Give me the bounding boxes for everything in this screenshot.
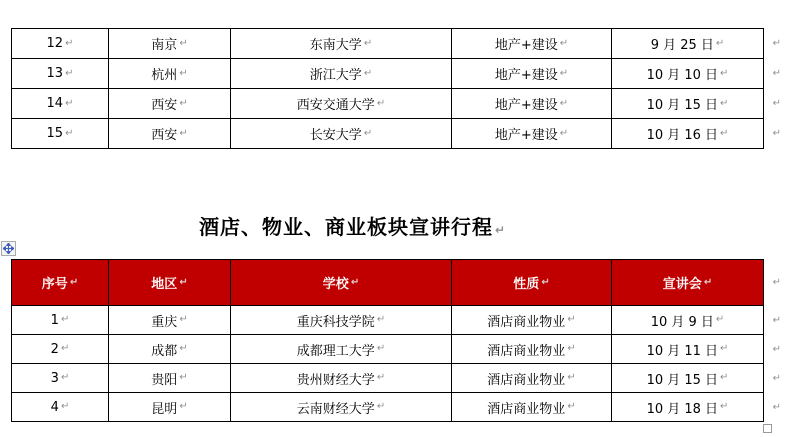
cell-date[interactable] xyxy=(612,393,764,422)
header-cell-nature[interactable] xyxy=(452,260,612,306)
cell-text: 长安大学 xyxy=(309,128,362,143)
cell-text: 4 xyxy=(50,399,59,415)
cell-text: 1 xyxy=(50,312,59,328)
cell-text: 3 xyxy=(50,370,59,386)
cell-text: 10 月 10 日 xyxy=(646,68,719,83)
cell-school[interactable] xyxy=(231,29,452,59)
cell-text: 西安交通大学 xyxy=(296,98,375,113)
header-cell-school[interactable] xyxy=(231,260,452,306)
cell-date[interactable] xyxy=(612,29,764,59)
cell-text: 10 月 16 日 xyxy=(646,128,719,143)
cell-text: 云南财经大学 xyxy=(296,401,375,417)
end-of-cell-mark: ↵ xyxy=(720,343,729,354)
cell-text: 10 月 9 日 xyxy=(650,314,714,330)
end-of-row-mark: ↵ xyxy=(772,68,781,79)
cell-school[interactable] xyxy=(231,393,452,422)
table-row xyxy=(12,119,781,149)
table-header-row xyxy=(12,260,781,306)
cell-text: 地产+建设 xyxy=(494,98,558,113)
end-of-cell-mark: ↵ xyxy=(567,314,576,325)
cell-school[interactable] xyxy=(231,59,452,89)
cell-text: 杭州 xyxy=(151,68,178,83)
cell-city[interactable] xyxy=(109,306,231,335)
header-cell-region[interactable] xyxy=(109,260,231,306)
end-of-cell-mark: ↵ xyxy=(559,97,569,109)
cell-text: 9 月 25 日 xyxy=(650,38,714,53)
end-of-cell-mark: ↵ xyxy=(720,372,729,383)
cell-school[interactable] xyxy=(231,306,452,335)
end-of-cell-mark: ↵ xyxy=(363,127,373,139)
end-of-cell-mark: ↵ xyxy=(350,276,360,288)
table-move-handle[interactable] xyxy=(1,241,16,256)
cell-date[interactable] xyxy=(612,119,764,149)
cell-text: 10 月 11 日 xyxy=(646,343,719,359)
end-of-row-mark: ↵ xyxy=(772,128,781,139)
end-of-cell-mark: ↵ xyxy=(65,127,74,139)
cell-category[interactable] xyxy=(452,393,612,422)
cell-city[interactable] xyxy=(109,393,231,422)
table-row xyxy=(12,59,781,89)
cell-text: 酒店商业物业 xyxy=(487,314,566,330)
end-of-cell-mark: ↵ xyxy=(376,401,386,412)
cell-no[interactable] xyxy=(12,89,109,119)
header-text: 性质 xyxy=(513,277,540,292)
cell-date[interactable] xyxy=(612,306,764,335)
cell-text: 重庆科技学院 xyxy=(296,314,375,330)
cell-text: 10 月 18 日 xyxy=(646,401,719,417)
cell-text: 10 月 15 日 xyxy=(646,372,719,388)
end-of-cell-mark: ↵ xyxy=(363,67,373,79)
cell-text: 西安 xyxy=(151,128,178,143)
cell-city[interactable] xyxy=(109,29,231,59)
end-of-cell-mark: ↵ xyxy=(60,343,70,354)
end-of-row-mark: ↵ xyxy=(772,343,781,355)
cell-text: 13 xyxy=(46,66,64,81)
end-of-cell-mark: ↵ xyxy=(376,372,386,383)
cell-text: 酒店商业物业 xyxy=(487,372,566,388)
end-of-cell-mark: ↵ xyxy=(376,343,386,354)
cell-text: 昆明 xyxy=(151,401,178,417)
cell-text: 贵州财经大学 xyxy=(296,372,375,388)
end-of-cell-mark: ↵ xyxy=(720,127,729,139)
cell-text: 14 xyxy=(46,96,64,111)
cell-school[interactable] xyxy=(231,335,452,364)
schedule-table-realestate xyxy=(11,28,781,149)
cell-text: 酒店商业物业 xyxy=(487,401,566,417)
table-row xyxy=(12,89,781,119)
end-of-cell-mark: ↵ xyxy=(541,276,550,288)
cell-no[interactable] xyxy=(12,29,109,59)
cell-date[interactable] xyxy=(612,335,764,364)
header-cell-session[interactable] xyxy=(612,260,764,306)
cell-city[interactable] xyxy=(109,364,231,393)
end-of-cell-mark: ↵ xyxy=(720,401,729,412)
end-of-cell-mark: ↵ xyxy=(65,97,74,109)
section-title-text: 酒店、物业、商业板块宣讲行程 xyxy=(199,215,493,239)
header-text: 地区 xyxy=(151,277,178,292)
header-text: 宣讲会 xyxy=(662,277,702,292)
cell-city[interactable] xyxy=(109,119,231,149)
four-way-arrows-icon xyxy=(3,239,14,258)
cell-no[interactable] xyxy=(12,393,109,422)
paragraph-mark: ↵ xyxy=(495,223,506,237)
end-of-cell-mark: ↵ xyxy=(65,37,74,49)
cell-no[interactable] xyxy=(12,119,109,149)
end-of-cell-mark: ↵ xyxy=(179,127,188,139)
end-of-cell-mark: ↵ xyxy=(179,314,188,325)
table-row xyxy=(12,364,781,393)
cell-no[interactable] xyxy=(12,306,109,335)
cell-text: 2 xyxy=(50,341,59,357)
cell-text: 酒店商业物业 xyxy=(487,343,566,359)
header-text: 序号 xyxy=(41,277,68,292)
schedule-table-hotel xyxy=(11,259,781,422)
cell-text: 地产+建设 xyxy=(494,68,558,83)
end-of-cell-mark: ↵ xyxy=(720,97,729,109)
cell-text: 成都 xyxy=(151,343,178,359)
cell-category[interactable] xyxy=(452,29,612,59)
end-of-cell-mark: ↵ xyxy=(703,276,713,288)
cell-category[interactable] xyxy=(452,335,612,364)
cell-category[interactable] xyxy=(452,364,612,393)
end-of-cell-mark: ↵ xyxy=(179,37,188,49)
cell-city[interactable] xyxy=(109,335,231,364)
end-of-cell-mark: ↵ xyxy=(179,401,188,412)
table-row xyxy=(12,29,781,59)
end-of-cell-mark: ↵ xyxy=(715,314,725,325)
end-of-cell-mark: ↵ xyxy=(715,37,725,49)
table-row xyxy=(12,306,781,335)
cell-school[interactable] xyxy=(231,89,452,119)
end-of-cell-mark: ↵ xyxy=(179,276,188,288)
end-of-cell-mark: ↵ xyxy=(559,67,569,79)
cell-text: 贵阳 xyxy=(151,372,178,388)
cell-city[interactable] xyxy=(109,89,231,119)
end-of-cell-mark: ↵ xyxy=(720,67,729,79)
end-of-cell-mark: ↵ xyxy=(376,97,386,109)
end-of-cell-mark: ↵ xyxy=(376,314,386,325)
end-of-cell-mark: ↵ xyxy=(69,276,79,288)
cell-text: 成都理工大学 xyxy=(296,343,375,359)
table-row xyxy=(12,335,781,364)
end-of-cell-mark: ↵ xyxy=(60,372,70,383)
end-of-cell-mark: ↵ xyxy=(179,343,188,354)
cell-date[interactable] xyxy=(612,364,764,393)
cell-text: 西安 xyxy=(151,98,178,113)
cell-date[interactable] xyxy=(612,89,764,119)
cell-category[interactable] xyxy=(452,59,612,89)
cell-text: 10 月 15 日 xyxy=(646,98,719,113)
end-of-row-mark: ↵ xyxy=(772,277,781,288)
end-of-cell-mark: ↵ xyxy=(179,372,188,383)
cell-school[interactable] xyxy=(231,364,452,393)
cell-text: 重庆 xyxy=(151,314,178,330)
end-of-row-mark: ↵ xyxy=(772,372,781,384)
end-of-cell-mark: ↵ xyxy=(567,372,576,383)
cell-text: 浙江大学 xyxy=(309,68,362,83)
end-of-cell-mark: ↵ xyxy=(567,401,576,412)
table-row xyxy=(12,393,781,422)
end-of-cell-mark: ↵ xyxy=(567,343,576,354)
cell-no[interactable] xyxy=(12,364,109,393)
section-title[interactable] xyxy=(199,211,505,240)
end-of-row-mark: ↵ xyxy=(772,314,781,326)
cell-category[interactable] xyxy=(452,306,612,335)
cell-school[interactable] xyxy=(231,119,452,149)
cell-city[interactable] xyxy=(109,59,231,89)
cell-text: 地产+建设 xyxy=(494,128,558,143)
cell-date[interactable] xyxy=(612,59,764,89)
cell-text: 地产+建设 xyxy=(494,38,558,53)
end-of-row-mark: ↵ xyxy=(772,38,781,49)
end-of-row-mark: ↵ xyxy=(772,98,781,109)
cell-category[interactable] xyxy=(452,89,612,119)
end-of-cell-mark: ↵ xyxy=(60,314,70,325)
end-of-cell-mark: ↵ xyxy=(179,67,188,79)
cell-text: 南京 xyxy=(151,38,178,53)
cell-text: 东南大学 xyxy=(309,38,362,53)
end-of-cell-mark: ↵ xyxy=(179,97,188,109)
end-of-cell-mark: ↵ xyxy=(559,127,569,139)
end-of-cell-mark: ↵ xyxy=(60,401,70,412)
cell-text: 15 xyxy=(46,126,64,141)
end-of-cell-mark: ↵ xyxy=(363,37,373,49)
cell-no[interactable] xyxy=(12,335,109,364)
cell-text: 12 xyxy=(46,36,64,51)
table-resize-handle[interactable] xyxy=(763,424,772,433)
cell-no[interactable] xyxy=(12,59,109,89)
header-cell-no[interactable] xyxy=(12,260,109,306)
end-of-cell-mark: ↵ xyxy=(559,37,569,49)
end-of-cell-mark: ↵ xyxy=(65,67,74,79)
end-of-row-mark: ↵ xyxy=(772,401,781,413)
cell-category[interactable] xyxy=(452,119,612,149)
header-text: 学校 xyxy=(322,277,349,292)
